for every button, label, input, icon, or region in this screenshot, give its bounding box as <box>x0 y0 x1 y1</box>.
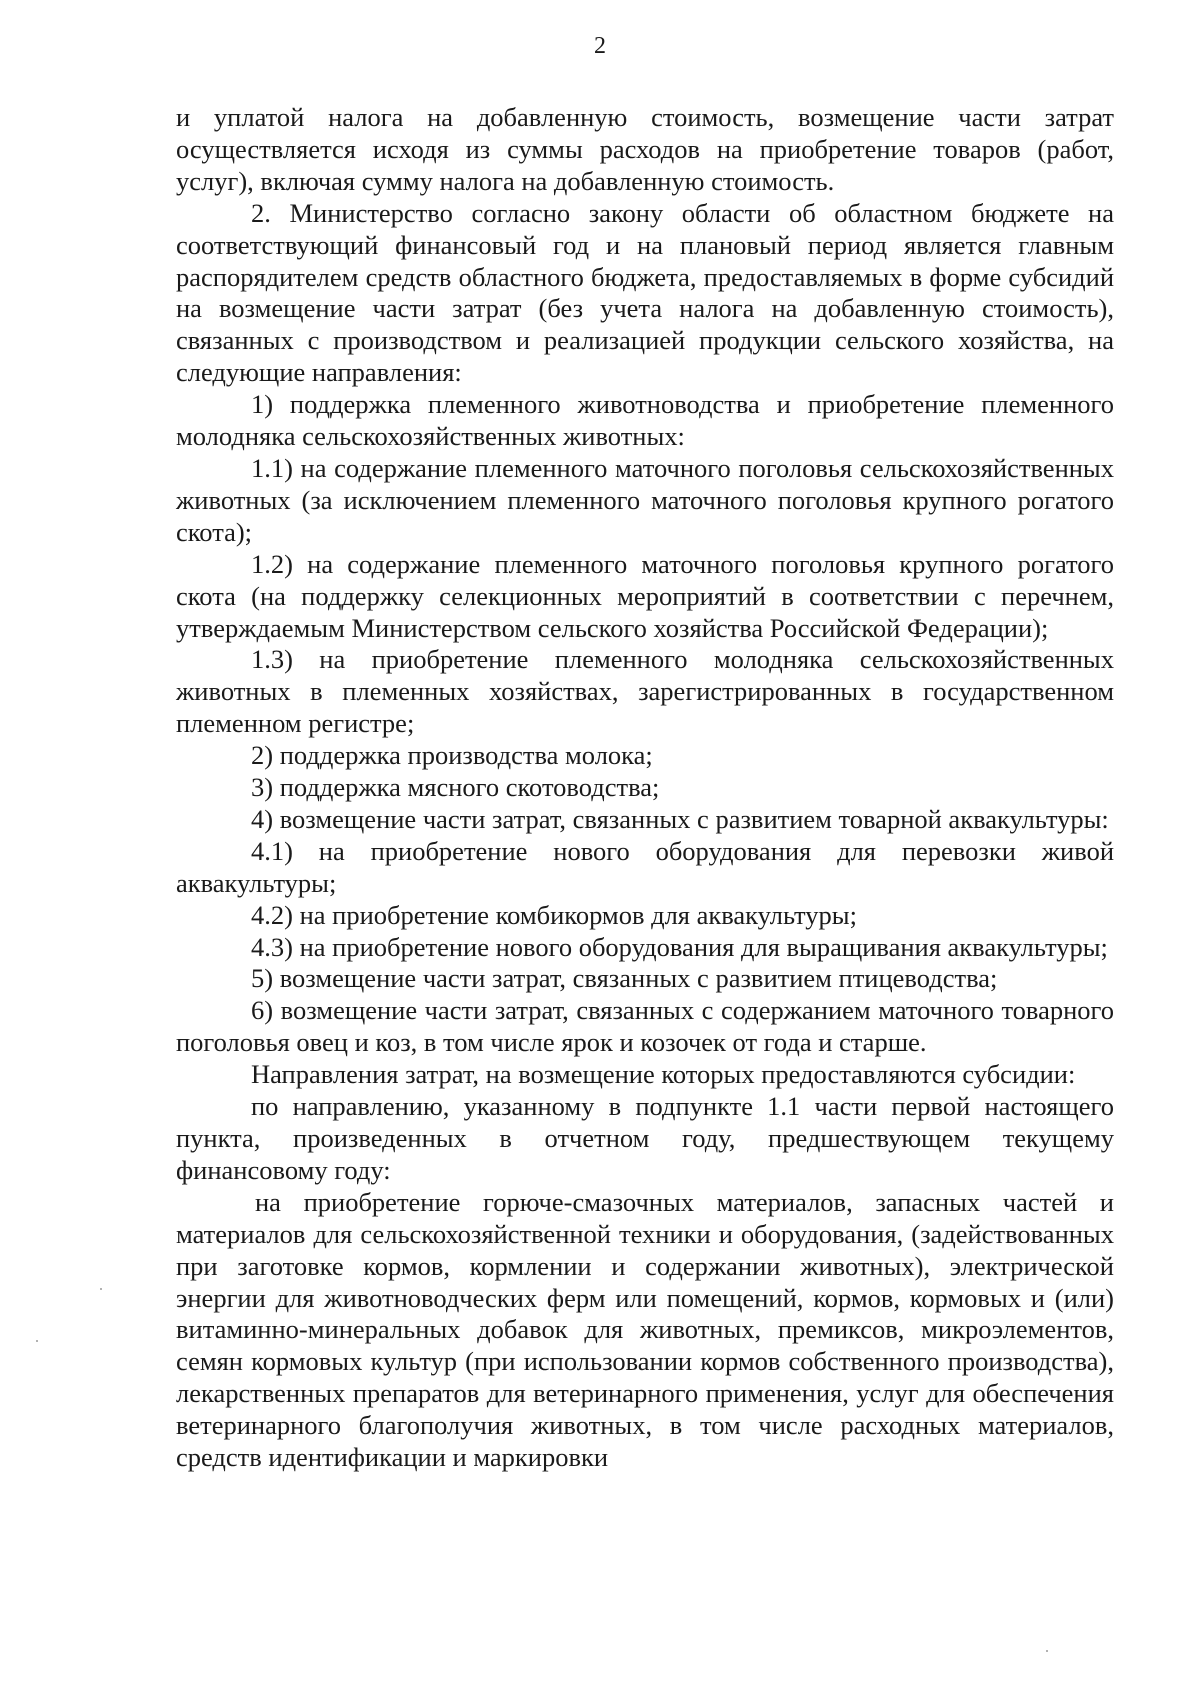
list-item-2: 2) поддержка производства молока; <box>251 740 653 771</box>
list-item-3: 3) поддержка мясного скотоводства; <box>251 772 660 803</box>
scan-artifact <box>100 1288 102 1290</box>
list-item-1-3: 1.3) на приобретение племенного молодняка сельскохозяйственных животных в племенных хозяйствах, зарегистрированных в государственном племенном регистре; <box>176 644 1114 739</box>
document-body <box>176 102 1114 1474</box>
page-number: 2 <box>594 33 606 59</box>
paragraph-subpoint-1-1: по направлению, указанному в подпункте 1.1 части первой настоящего пункта, произведенных в отчетном году, предшествующем текущему финансовому году: <box>176 1091 1114 1185</box>
paragraph-expense-list: на приобретение горюче-смазочных материалов, запасных частей и материалов для сельскохозяйственной техники и оборудования, (задействованных при заготовке кормов, кормлении и содержании животных), электрической энергии для животноводческих ферм или помещений, кормов, кормовых и (или) витаминно-минеральных добавок для животных, премиксов, микроэлементов, семян кормовых культур (при использовании кормов собственного производства), лекарственных препаратов для ветеринарного применения, услуг для обеспечения ветеринарного благополучия животных, в том числе расходных материалов, средств идентификации и маркировки <box>176 1186 1114 1473</box>
list-item-6: 6) возмещение части затрат, связанных с содержанием маточного товарного поголовья овец и коз, в том числе ярок и козочек от года и старше. <box>176 995 1114 1058</box>
list-item-1-2: 1.2) на содержание племенного маточного поголовья крупного рогатого скота (на поддержку селекционных мероприятий в соответствии с перечнем, утверждаемым Министерством сельского хозяйства Российской Федерации); <box>176 548 1114 643</box>
list-item-4-2: 4.2) на приобретение комбикормов для аквакультуры; <box>251 899 857 930</box>
list-item-1-1: 1.1) на содержание племенного маточного поголовья сельскохозяйственных животных (за исключением племенного маточного поголовья крупного рогатого скота); <box>176 452 1114 547</box>
list-item-4: 4) возмещение части затрат, связанных с развитием товарной аквакультуры: <box>251 803 1109 834</box>
scan-artifact <box>1046 1650 1048 1652</box>
list-item-5: 5) возмещение части затрат, связанных с развитием птицеводства; <box>251 963 998 994</box>
paragraph-cost-directions: Направления затрат, на возмещение которых предоставляются субсидии: <box>251 1059 1076 1090</box>
scan-artifact <box>36 1340 38 1342</box>
paragraph-vat-continuation: и уплатой налога на добавленную стоимость, возмещение части затрат осуществляется исходя из суммы расходов на приобретение товаров (работ, услуг), включая сумму налога на добавленную стоимость. <box>176 102 1114 196</box>
paragraph-ministry-directions: 2. Министерство согласно закону области об областном бюджете на соответствующий финансовый год и на плановый период является главным распорядителем средств областного бюджета, предоставляемых в форме субсидий на возмещение части затрат (без учета налога на добавленную стоимость), связанных с производством и реализацией продукции сельского хозяйства, на следующие направления: <box>176 197 1114 388</box>
list-item-1: 1) поддержка племенного животноводства и приобретение племенного молодняка сельскохозяйственных животных: <box>176 389 1114 452</box>
list-item-4-1: 4.1) на приобретение нового оборудования для перевозки живой аквакультуры; <box>176 835 1114 898</box>
list-item-4-3: 4.3) на приобретение нового оборудования для выращивания аквакультуры; <box>251 931 1108 962</box>
